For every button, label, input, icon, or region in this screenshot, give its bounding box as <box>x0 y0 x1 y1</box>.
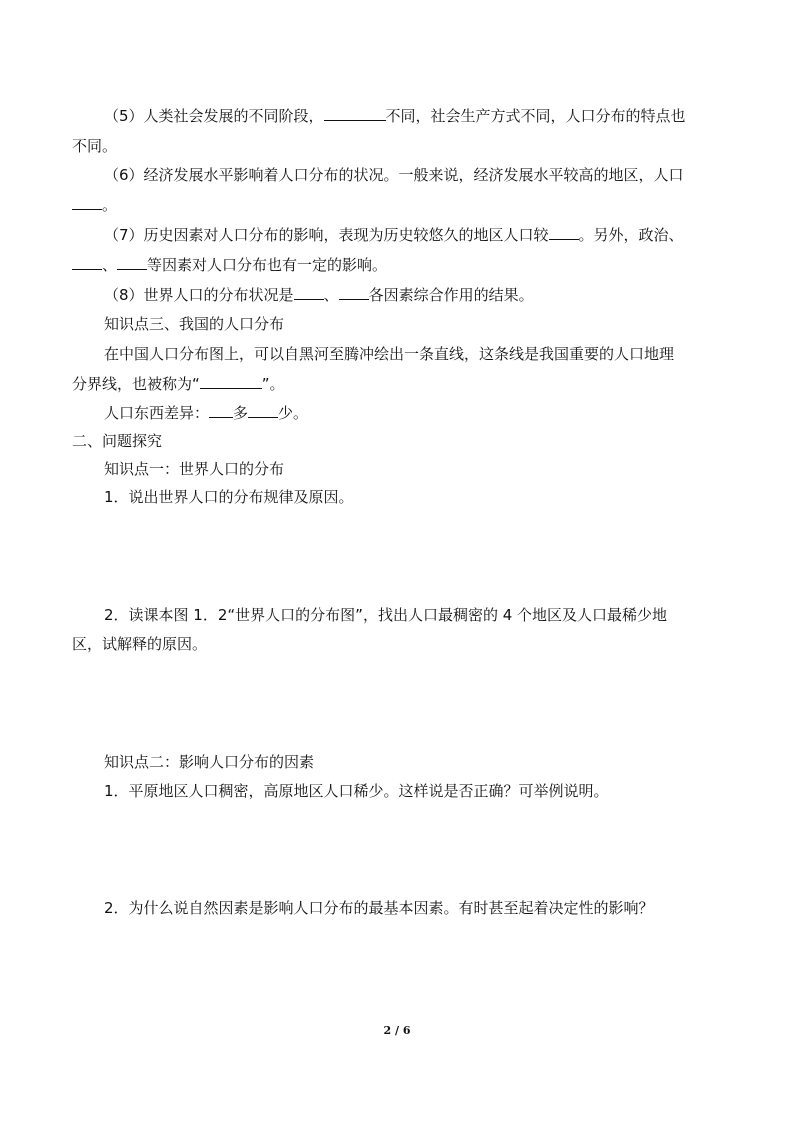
kp3-p1-line2 <box>72 374 285 394</box>
kp3-p2-text-post: 少。 <box>278 404 309 422</box>
kp2-question-1: 1．平原地区人口稠密，高原地区人口稀少。这样说是否正确？可举例说明。 <box>104 782 609 800</box>
kp3-p2 <box>104 403 308 423</box>
q7-text-pre: （7）历史因素对人口分布的影响，表现为历史较悠久的地区人口较 <box>104 226 549 244</box>
q8-line <box>104 285 534 305</box>
kp3-text-pre: 分界线，也被称为“ <box>72 375 200 393</box>
fill-blank[interactable] <box>200 374 262 389</box>
kp3-p2-text-mid: 多 <box>233 404 249 422</box>
fill-blank[interactable] <box>324 106 386 121</box>
q8-text-pre: （8）世界人口的分布状况是 <box>104 286 294 304</box>
page-number: 2 / 6 <box>383 1024 411 1037</box>
fill-blank[interactable] <box>339 285 369 300</box>
fill-blank[interactable] <box>549 225 579 240</box>
fill-blank[interactable] <box>72 195 102 210</box>
section2-title: 二、问题探究 <box>72 432 163 450</box>
fill-blank[interactable] <box>117 255 147 270</box>
q6-line1: （6）经济发展水平影响着人口分布的状况。一般来说，经济发展水平较高的地区，人口 <box>104 166 684 184</box>
kp3-p2-text-pre: 人口东西差异： <box>104 404 210 422</box>
kp1-question-1: 1．说出世界人口的分布规律及原因。 <box>104 488 354 506</box>
kp2-title: 知识点二：影响人口分布的因素 <box>104 753 315 771</box>
kp3-p1-line1: 在中国人口分布图上，可以自黑河至腾冲绘出一条直线，这条线是我国重要的人口地理 <box>104 345 675 363</box>
q6-line2 <box>72 195 117 215</box>
q8-separator: 、 <box>323 286 339 304</box>
q5-line2: 不同。 <box>72 137 118 155</box>
fill-blank[interactable] <box>248 403 278 418</box>
q5-text-pre: （5）人类社会发展的不同阶段， <box>104 107 324 125</box>
q7-text-post: 。另外，政治、 <box>578 226 684 244</box>
kp1-title: 知识点一：世界人口的分布 <box>104 460 285 478</box>
kp2-question-2: 2．为什么说自然因素是影响人口分布的最基本因素。有时甚至起着决定性的影响？ <box>104 899 654 917</box>
q5-text-post: 不同，社会生产方式不同，人口分布的特点也 <box>385 107 686 125</box>
q7-text-post2: 等因素对人口分布也有一定的影响。 <box>147 256 388 274</box>
q7-line2 <box>72 255 387 275</box>
kp1-question-2-line1: 2．读课本图 1．2“世界人口的分布图”，找出人口最稠密的 4 个地区及人口最稀少地 <box>104 606 668 624</box>
q5-line1 <box>104 106 686 126</box>
kp3-text-post: ”。 <box>261 375 285 393</box>
fill-blank[interactable] <box>209 403 233 418</box>
kp1-question-2-line2: 区，试解释的原因。 <box>72 635 208 653</box>
q6-text-post: 。 <box>102 196 118 214</box>
kp3-title: 知识点三、我国的人口分布 <box>104 315 285 333</box>
q8-text-post: 各因素综合作用的结果。 <box>368 286 534 304</box>
fill-blank[interactable] <box>72 255 102 270</box>
q7-line1 <box>104 225 684 245</box>
fill-blank[interactable] <box>294 285 324 300</box>
q7-separator: 、 <box>102 256 118 274</box>
